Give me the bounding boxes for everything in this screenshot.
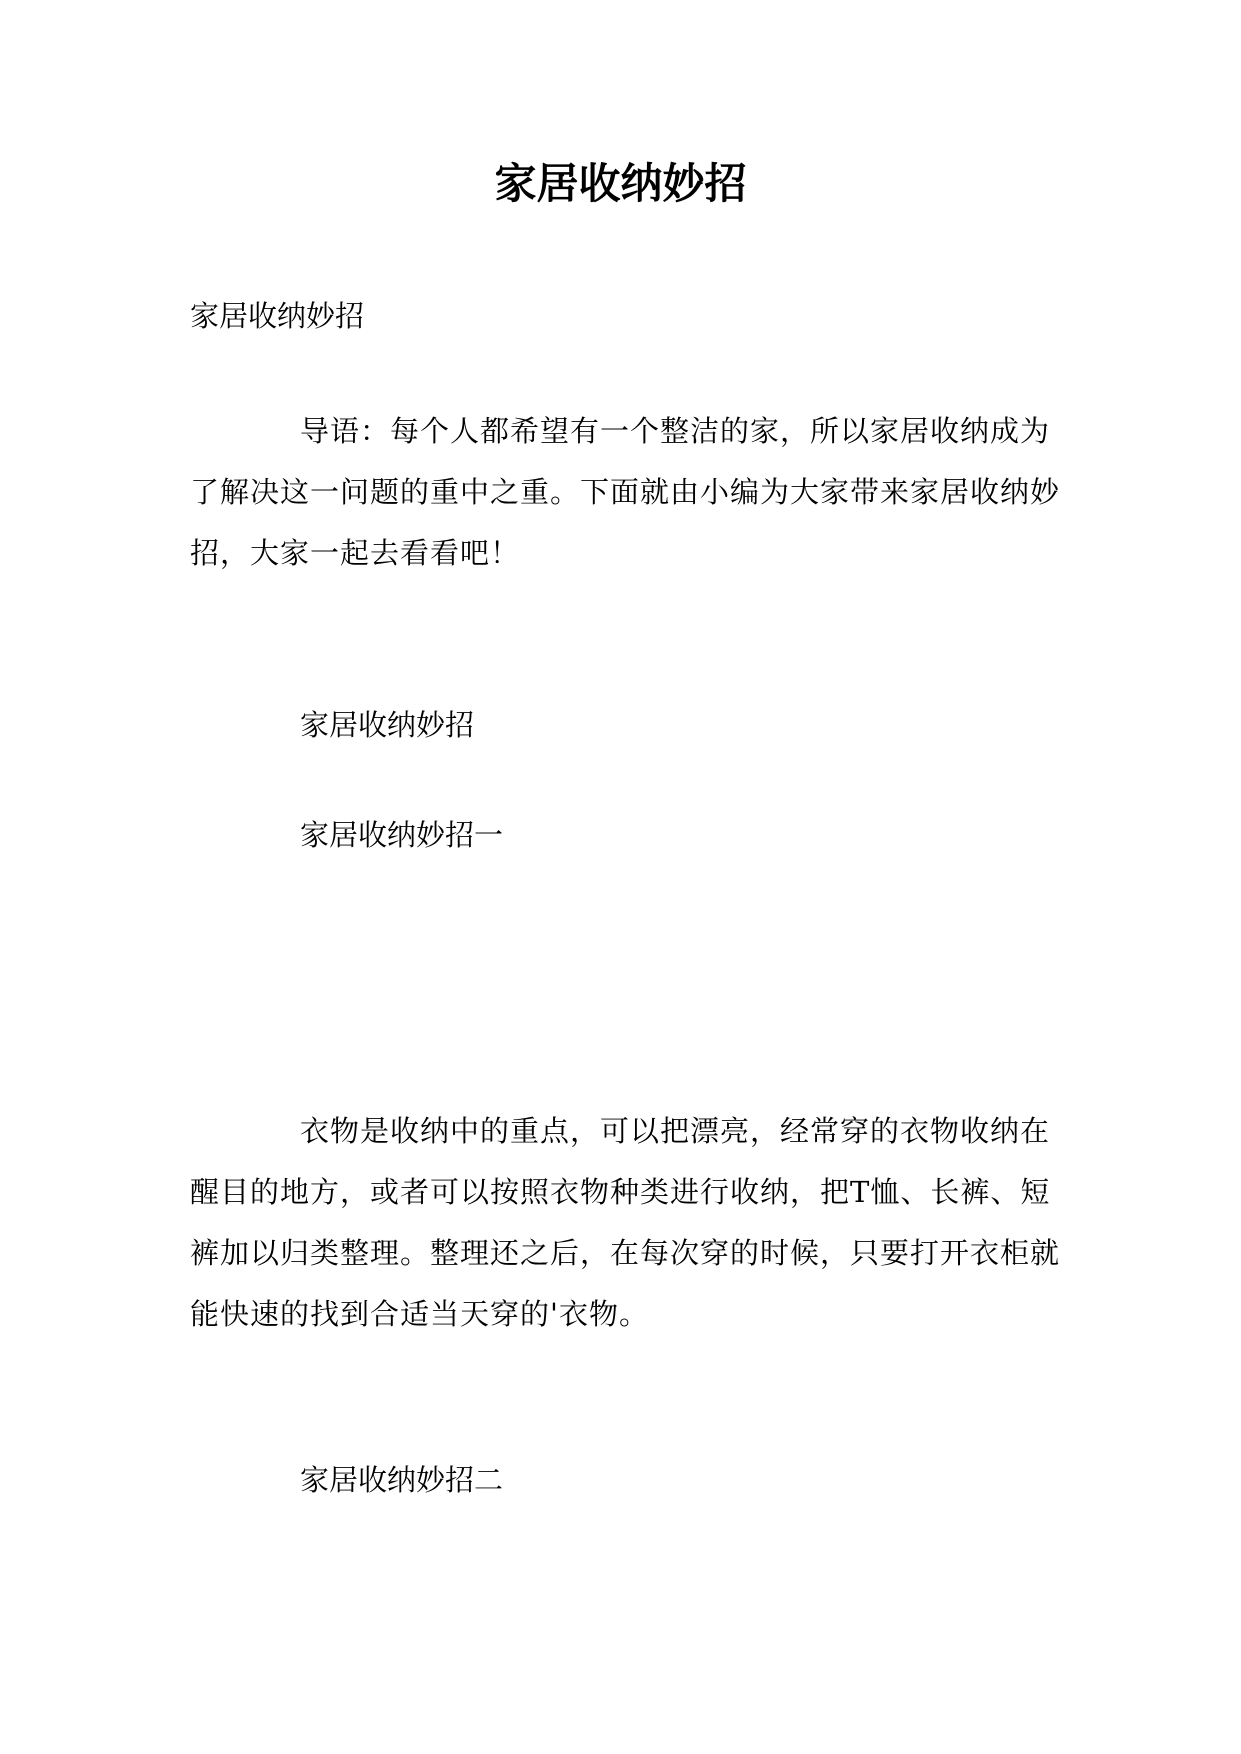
tip-one-heading: 家居收纳妙招一: [300, 818, 504, 852]
document-subtitle: 家居收纳妙招: [190, 299, 365, 333]
intro-paragraph: 导语：每个人都希望有一个整洁的家，所以家居收纳成为了解决这一问题的重中之重。下面就由小编为大家带来家居收纳妙招，大家一起去看看吧！: [190, 414, 1061, 570]
section-heading: 家居收纳妙招: [300, 708, 475, 742]
tip-two-heading: 家居收纳妙招二: [300, 1463, 504, 1497]
tip-one-body: 衣物是收纳中的重点，可以把漂亮，经常穿的衣物收纳在醒目的地方，或者可以按照衣物种类进行收纳，把T恤、长裤、短裤加以归类整理。整理还之后，在每次穿的时候，只要打开衣柜就能快速的找到合适当天穿的'衣物。: [190, 1114, 1061, 1331]
document-title: 家居收纳妙招: [494, 159, 747, 208]
